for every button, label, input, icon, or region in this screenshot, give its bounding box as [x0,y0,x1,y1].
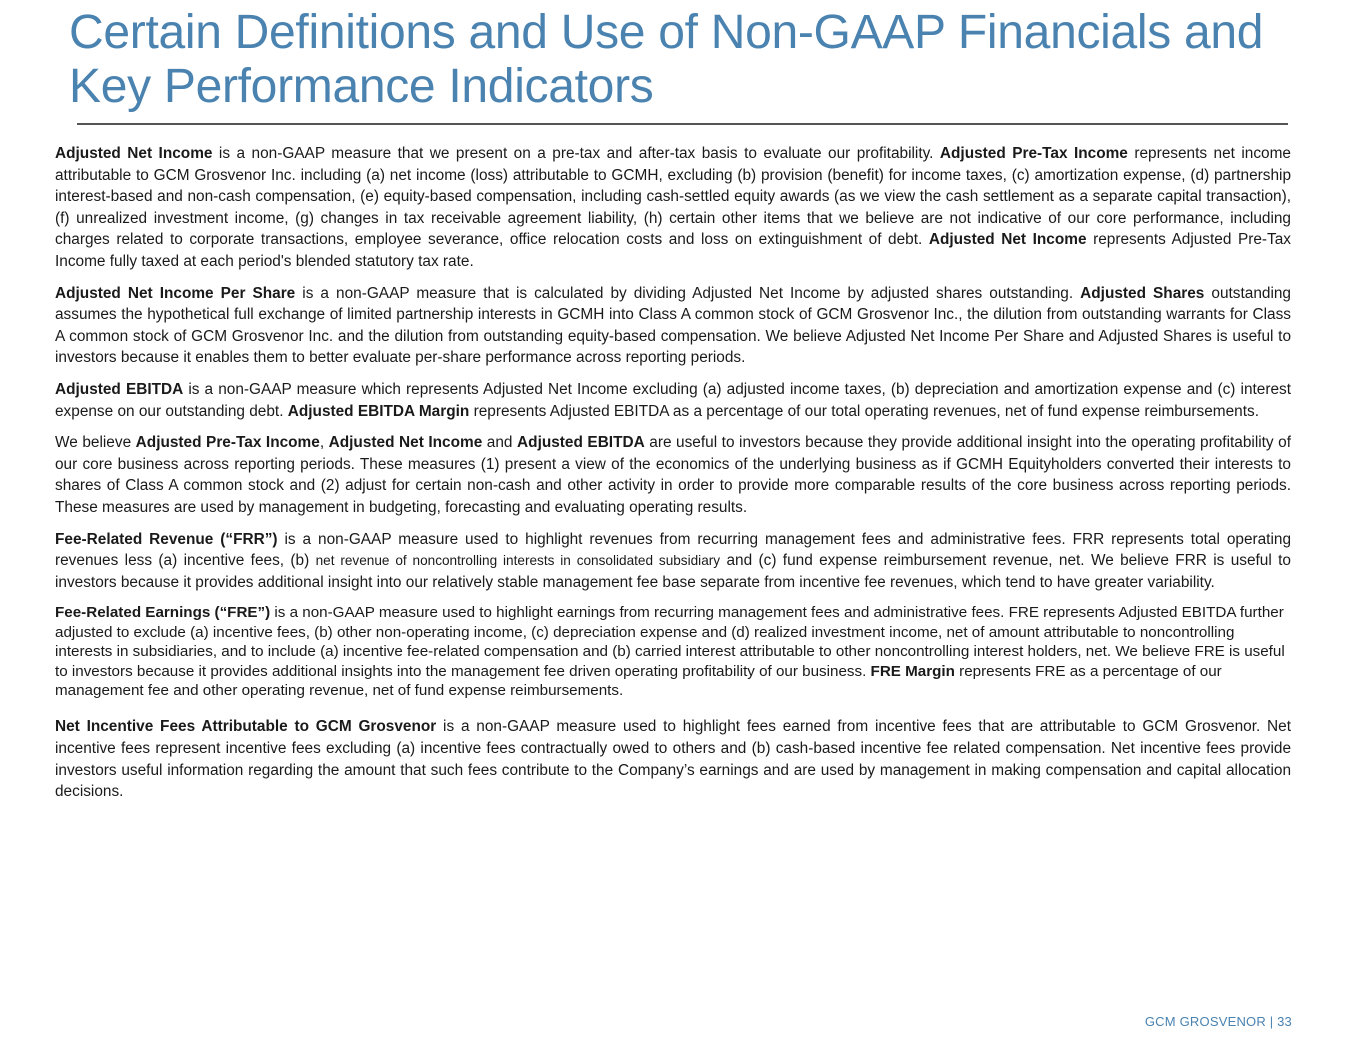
term-adjusted-ebitda-margin: Adjusted EBITDA Margin [287,402,470,420]
paragraph-text: outstanding assumes the hypothetical full exchange of limited partnership interests in GCMH into Class A common stock of GCM Grosvenor Inc., the dilution from outstanding warrants for Class A common stock of GCM Grosvenor Inc. and the dilution from outstanding equity-based compensation. We believe Adjusted Net Income Per Share and Adjusted Shares is useful to investors because it enables them to better evaluate per-share performance across reporting periods. [55,284,1291,367]
page-title: Certain Definitions and Use of Non-GAAP Financials and Key Performance Indicators [69,6,1264,113]
paragraph-adjusted-net-income-per-share [55,283,1291,369]
term-adjusted-shares: Adjusted Shares [1080,284,1205,302]
paragraph-text: is a non-GAAP measure used to highlight earnings from recurring management fees and administrative fees. FRE represents Adjusted EBITDA further adjusted to exclude (a) incentive fees, (b) other non-operating income, (c) depreciation expense and (d) realized investment income, net of amount attributable to noncontrolling interests in subsidiaries, and to include (a) incentive fee-related compensation and (b) carried interest attributable to other noncontrolling interest holders, net. We believe FRE is useful to investors because it provides additional insights into the management fee driven operating profitability of our business. [55,604,1285,680]
paragraph-usefulness [55,432,1291,518]
paragraph-text: and [482,434,518,452]
term-fre-margin: FRE Margin [870,662,955,680]
term-adjusted-net-income: Adjusted Net Income [928,231,1087,249]
paragraph-text: represents FRE as a percentage of our management fee and other operating revenue, net of fund expense reimbursements. [55,662,1222,699]
paragraph-fee-related-revenue [55,529,1291,594]
term-adjusted-pre-tax-income: Adjusted Pre-Tax Income [135,434,320,452]
paragraph-text: represents Adjusted EBITDA as a percentage of our total operating revenues, net of fund expense reimbursements. [469,402,1259,420]
paragraph-text-small: net revenue of noncontrolling interests in consolidated subsidiary [315,553,721,569]
paragraph-text: are useful to investors because they provide additional insight into the operating profitability of our core business across reporting periods. These measures (1) present a view of the economics of the underlying business as if GCMH Equityholders converted their interests to shares of Class A common stock and (2) adjust for certain non-cash and other activity in order to provide more comparable results of the core business across reporting periods. These measures are used by management in budgeting, forecasting and evaluating operating results. [55,434,1292,516]
paragraph-adjusted-ebitda [55,379,1291,422]
paragraph-fee-related-earnings [55,603,1291,700]
paragraph-text: represents net income attributable to GCM Grosvenor Inc. including (a) net income (loss) attributable to GCMH, excluding (b) provision (benefit) for income taxes, (c) amortization expense, (d) partnership interest-based and non-cash compensation, (e) equity-based compensation, including cash-settled equity awards (as we view the cash settlement as a separate capital transaction), (f) unrealized investment income, (g) changes in tax receivable agreement liability, (h) certain other items that we believe are not indicative of our core performance, including charges related to corporate transactions, employee severance, office relocation costs and loss on extinguishment of debt. [55,145,1291,249]
paragraph-text: , [319,434,329,452]
term-adjusted-net-income: Adjusted Net Income [55,145,213,162]
paragraph-text: is a non-GAAP measure which represents Adjusted Net Income excluding (a) adjusted income taxes, (b) depreciation and amortization expense and (c) interest expense on our outstanding debt. [55,380,1291,420]
term-fee-related-revenue: Fee-Related Revenue (“FRR”) [55,530,278,548]
paragraph-text: and (c) fund expense reimbursement revenue, net. We believe FRR is useful to investors because it provides additional insight into our relatively stable management fee base separate from incentive fee revenues, which tend to have greater variability. [55,552,1291,591]
title-divider [77,123,1288,125]
definitions-body [55,143,1291,813]
paragraph-adjusted-net-income [55,143,1291,273]
term-fee-related-earnings: Fee-Related Earnings (“FRE”) [55,604,271,622]
term-adjusted-ebitda: Adjusted EBITDA [55,380,184,398]
paragraph-text: is a non-GAAP measure that is calculated by dividing Adjusted Net Income by adjusted shares outstanding. [295,284,1081,302]
term-net-incentive-fees: Net Incentive Fees Attributable to GCM Grosvenor [55,718,437,736]
term-adjusted-net-income: Adjusted Net Income [328,434,483,452]
paragraph-text: is a non-GAAP measure used to highlight fees earned from incentive fees that are attributable to GCM Grosvenor. Net incentive fees represent incentive fees excluding (a) incentive fees contractually owed to others and (b) cash-based incentive fee related compensation. Net incentive fees provide investors useful information regarding the amount that such fees contribute to the Company’s earnings and are used by management in making compensation and capital allocation decisions. [55,718,1291,801]
paragraph-text: is a non-GAAP measure that we present on a pre-tax and after-tax basis to evaluate our profitability. [212,145,940,162]
term-adjusted-pre-tax-income: Adjusted Pre-Tax Income [939,145,1128,162]
paragraph-text: represents Adjusted Pre-Tax Income fully taxed at each period's blended statutory tax rate. [55,231,1291,270]
paragraph-text: is a non-GAAP measure used to highlight revenues from recurring management fees and administrative fees. FRR represents total operating revenues less (a) incentive fees, (b) [55,530,1291,570]
footer-page-label: GCM GROSVENOR | 33 [1144,1014,1292,1029]
term-adjusted-ebitda: Adjusted EBITDA [517,434,645,452]
paragraph-text: We believe [55,434,136,452]
paragraph-net-incentive-fees [55,716,1291,802]
term-adjusted-net-income-per-share: Adjusted Net Income Per Share [55,284,296,302]
